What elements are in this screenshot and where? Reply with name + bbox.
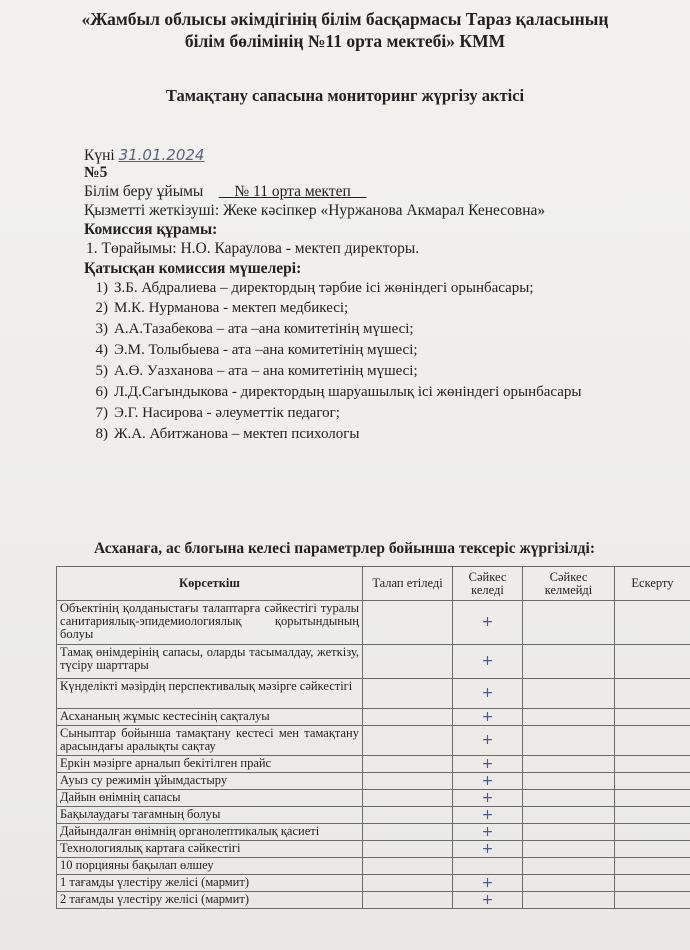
inspection-table xyxy=(56,566,690,909)
note-cell xyxy=(615,601,690,645)
param-cell: 1 тағамды үлестіру желісі (мармит) xyxy=(57,875,363,892)
noncompliant-cell xyxy=(523,645,615,679)
param-cell: Еркін мәзірге арналып бекітілген прайс xyxy=(57,756,363,773)
member-text: А.Ө. Уазханова – ата – ана комитетінің мүшесі; xyxy=(114,363,418,379)
required-cell xyxy=(363,601,453,645)
supplier-line: Қызметті жеткізуші: Жеке кәсіпкер «Нуржанова Акмарал Кенесовна» xyxy=(84,202,546,219)
required-cell xyxy=(363,773,453,790)
table-row xyxy=(57,756,690,773)
param-cell: Дайын өнімнің сапасы xyxy=(57,790,363,807)
member-text: Л.Д.Сагындыкова - директордың шаруашылық ісі жөніндегі орынбасары xyxy=(114,384,582,400)
note-cell xyxy=(615,773,690,790)
act-number: №5 xyxy=(84,164,108,181)
note-cell xyxy=(615,790,690,807)
noncompliant-cell xyxy=(523,875,615,892)
noncompliant-cell xyxy=(523,790,615,807)
compliant-mark: + xyxy=(453,773,523,790)
noncompliant-cell xyxy=(523,601,615,645)
note-cell xyxy=(615,645,690,679)
note-cell xyxy=(615,824,690,841)
section-title: Асханаға, ас блогына келесі параметрлер бойынша тексеріс жүргізілді: xyxy=(94,540,595,557)
noncompliant-cell xyxy=(523,841,615,858)
member-text: З.Б. Абдралиева – директордың тәрбие ісі жөніндегі орынбасары; xyxy=(114,280,534,296)
member-item xyxy=(86,384,582,401)
note-cell xyxy=(615,892,690,909)
noncompliant-cell xyxy=(523,773,615,790)
member-text: М.К. Нурманова - мектеп медбикесі; xyxy=(114,300,349,316)
member-text: Э.Г. Насирова - әлеуметтік педагог; xyxy=(114,405,340,421)
required-cell xyxy=(363,892,453,909)
param-cell: Бақылаудағы тағамның болуы xyxy=(57,807,363,824)
note-cell xyxy=(615,858,690,875)
date-handwritten: 31.01.2024 xyxy=(118,146,205,164)
table-row xyxy=(57,858,690,875)
required-cell xyxy=(363,790,453,807)
document-header xyxy=(0,8,690,52)
noncompliant-cell xyxy=(523,824,615,841)
table-row xyxy=(57,773,690,790)
header-line-2: білім бөлімінің №11 орта мектебі» КММ xyxy=(184,31,506,51)
table-row xyxy=(57,841,690,858)
table-row xyxy=(57,824,690,841)
header-required: Талап етіледі xyxy=(363,567,453,601)
member-number: 2) xyxy=(95,300,108,316)
table-row xyxy=(57,726,690,756)
note-cell xyxy=(615,726,690,756)
compliant-mark: + xyxy=(453,645,523,679)
date-line xyxy=(84,146,204,165)
member-item xyxy=(86,426,359,443)
noncompliant-cell xyxy=(523,709,615,726)
table-row xyxy=(57,645,690,679)
required-cell xyxy=(363,875,453,892)
note-cell xyxy=(615,807,690,824)
compliant-mark: + xyxy=(453,841,523,858)
member-item xyxy=(86,342,418,359)
param-cell: Ауыз су режимін ұйымдастыру xyxy=(57,773,363,790)
member-number: 1) xyxy=(95,280,108,296)
member-text: Э.М. Толыбыева - ата –ана комитетінің мүшесі; xyxy=(114,342,418,358)
member-number: 8) xyxy=(95,426,108,442)
compliant-mark: + xyxy=(453,892,523,909)
required-cell xyxy=(363,726,453,756)
compliant-mark: + xyxy=(453,875,523,892)
noncompliant-cell xyxy=(523,858,615,875)
param-cell: Технологиялық картаға сәйкестігі xyxy=(57,841,363,858)
param-cell: Дайындалған өнімнің органолептикалық қасиеті xyxy=(57,824,363,841)
required-cell xyxy=(363,858,453,875)
organization-line xyxy=(84,183,366,201)
date-label: Күні xyxy=(84,147,115,164)
compliant-mark: + xyxy=(453,726,523,756)
noncompliant-cell xyxy=(523,756,615,773)
note-cell xyxy=(615,679,690,709)
member-number: 4) xyxy=(95,342,108,358)
member-text: Ж.А. Абитжанова – мектеп психологы xyxy=(114,426,360,442)
table-row xyxy=(57,875,690,892)
header-note: Ескерту xyxy=(615,567,690,601)
member-text: А.А.Тазабекова – ата –ана комитетінің мүшесі; xyxy=(114,321,414,337)
param-cell: 10 порцияны бақылап өлшеу xyxy=(57,858,363,875)
compliant-mark: + xyxy=(453,709,523,726)
compliant-mark: + xyxy=(453,679,523,709)
required-cell xyxy=(363,679,453,709)
compliant-mark: + xyxy=(453,824,523,841)
act-title: Тамақтану сапасына мониторинг жүргізу актісі xyxy=(165,86,525,105)
compliant-mark: + xyxy=(453,790,523,807)
required-cell xyxy=(363,709,453,726)
note-cell xyxy=(615,875,690,892)
header-line-1: «Жамбыл облысы әкімдігінің білім басқармасы Тараз қаласының xyxy=(81,9,609,29)
param-cell: 2 тағамды үлестіру желісі (мармит) xyxy=(57,892,363,909)
required-cell xyxy=(363,756,453,773)
header-noncompliant: Сәйкес келмейді xyxy=(523,567,615,601)
param-cell: Тамақ өнімдерінің сапасы, оларды тасымалдау, жеткізу, түсіру шарттары xyxy=(57,645,363,679)
noncompliant-cell xyxy=(523,892,615,909)
table-row xyxy=(57,892,690,909)
compliant-mark xyxy=(453,858,523,875)
member-number: 5) xyxy=(95,363,108,379)
member-item xyxy=(86,321,414,338)
organization-value: __№ 11 орта мектеп__ xyxy=(218,183,367,200)
member-item xyxy=(86,363,418,380)
commission-chair: 1. Төрайымы: Н.О. Караулова - мектеп директоры. xyxy=(86,240,420,257)
commission-heading: Комиссия құрамы: xyxy=(84,221,218,238)
table-row xyxy=(57,807,690,824)
compliant-mark: + xyxy=(453,807,523,824)
noncompliant-cell xyxy=(523,726,615,756)
required-cell xyxy=(363,841,453,858)
header-compliant: Сәйкес келеді xyxy=(453,567,523,601)
member-item xyxy=(86,280,534,297)
note-cell xyxy=(615,709,690,726)
table-header-row xyxy=(57,567,690,601)
note-cell xyxy=(615,841,690,858)
organization-label: Білім беру ұйымы xyxy=(84,183,204,200)
noncompliant-cell xyxy=(523,679,615,709)
members-heading: Қатысқан комиссия мүшелері: xyxy=(84,260,302,277)
required-cell xyxy=(363,645,453,679)
noncompliant-cell xyxy=(523,807,615,824)
table-row xyxy=(57,679,690,709)
table-row xyxy=(57,790,690,807)
required-cell xyxy=(363,807,453,824)
param-cell: Объектінің қолданыстағы талаптарға сәйкестігі туралы санитариялық-эпидемиологиялық қорытындының болуы xyxy=(57,601,363,645)
member-number: 7) xyxy=(95,405,108,421)
param-cell: Күнделікті мәзірдің перспективалық мәзірге сәйкестігі xyxy=(57,679,363,709)
member-item xyxy=(86,300,348,317)
member-number: 6) xyxy=(95,384,108,400)
compliant-mark: + xyxy=(453,756,523,773)
note-cell xyxy=(615,756,690,773)
member-number: 3) xyxy=(95,321,108,337)
param-cell: Сыныптар бойынша тамақтану кестесі мен тамақтану арасындағы аралықты сақтау xyxy=(57,726,363,756)
table-row xyxy=(57,709,690,726)
required-cell xyxy=(363,824,453,841)
member-item xyxy=(86,405,340,422)
param-cell: Асхананың жұмыс кестесінің сақталуы xyxy=(57,709,363,726)
table-row xyxy=(57,601,690,645)
compliant-mark: + xyxy=(453,601,523,645)
header-indicator: Көрсеткіш xyxy=(57,567,363,601)
